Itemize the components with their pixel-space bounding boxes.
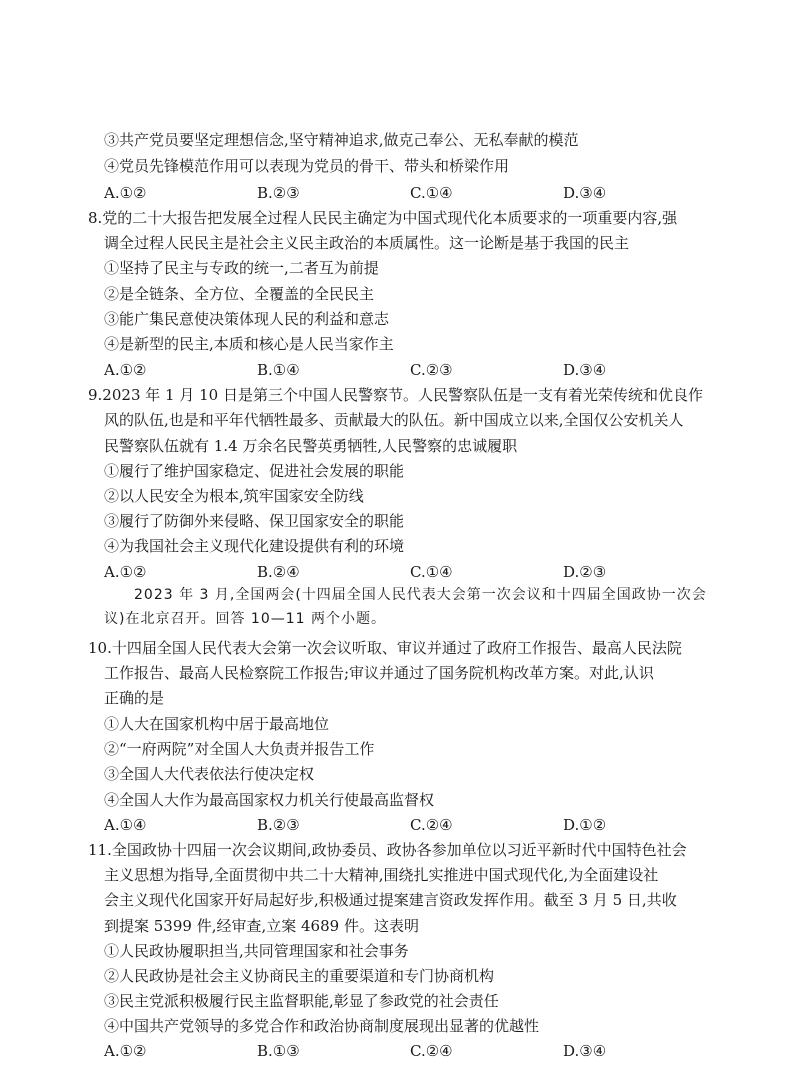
- option-d: D.③④: [563, 184, 607, 202]
- q11-stem-line-3: 会主义现代化国家开好局起好步,积极通过提案建言资政发挥作用。截至 3 月 5 日,共收: [104, 891, 677, 909]
- q9-item-3: ③履行了防御外来侵略、保卫国家安全的职能: [104, 512, 405, 530]
- q10-stem-line-2: 工作报告、最高人民检察院工作报告;审议并通过了国务院机构改革方案。对此,认识: [104, 664, 654, 682]
- q9-item-1: ①履行了维护国家稳定、促进社会发展的职能: [104, 462, 405, 480]
- q9-options: [104, 562, 744, 582]
- option-c: C.②④: [410, 1042, 453, 1060]
- option-c: C.①④: [410, 563, 453, 581]
- q9-stem-line-3: 民警察队伍就有 1.4 万余名民警英勇牺牲,人民警察的忠诚履职: [104, 437, 518, 455]
- option-b: B.①④: [257, 361, 300, 379]
- q9-stem-line-2: 风的队伍,也是和平年代牺牲最多、贡献最大的队伍。新中国成立以来,全国仅公安机关人: [104, 411, 684, 429]
- option-d: D.②③: [563, 563, 607, 581]
- q8-item-2: ②是全链条、全方位、全覆盖的全民民主: [104, 285, 375, 303]
- q10-item-4: ④全国人大作为最高国家权力机关行使最高监督权: [104, 791, 435, 809]
- q8-item-1: ①坚持了民主与专政的统一,二者互为前提: [104, 259, 379, 277]
- option-d: D.③④: [563, 1042, 607, 1060]
- q11-options: [104, 1041, 744, 1061]
- q11-item-4: ④中国共产党领导的多党合作和政治协商制度展现出显著的优越性: [104, 1017, 540, 1035]
- q8-stem-line-1: 8.党的二十大报告把发展全过程人民民主确定为中国式现代化本质要求的一项重要内容,强: [88, 209, 678, 227]
- option-a: A.①④: [104, 816, 147, 834]
- option-a: A.①②: [104, 184, 147, 202]
- q7-options: [104, 183, 744, 203]
- intro-line-2: 议)在北京召开。回答 10—11 两个小题。: [104, 611, 386, 627]
- q11-stem-line-2: 主义思想为指导,全面贯彻中共二十大精神,围绕扎实推进中国式现代化,为全面建设社: [104, 866, 659, 884]
- option-a: A.①②: [104, 361, 147, 379]
- q11-item-1: ①人民政协履职担当,共同管理国家和社会事务: [104, 942, 409, 960]
- q10-options: [104, 815, 744, 835]
- q10-item-2: ②“一府两院”对全国人大负责并报告工作: [104, 740, 375, 758]
- q11-stem-line-1: 11.全国政协十四届一次会议期间,政协委员、政协各参加单位以习近平新时代中国特色社会: [88, 841, 687, 859]
- q11-item-2: ②人民政协是社会主义协商民主的重要渠道和专门协商机构: [104, 967, 495, 985]
- option-a: A.①②: [104, 1042, 147, 1060]
- intro-line-1: 2023 年 3 月,全国两会(十四届全国人民代表大会第一次会议和十四届全国政协一次会: [134, 587, 707, 603]
- q7-item-3: ③共产党员要坚定理想信念,坚守精神追求,做克己奉公、无私奉献的模范: [104, 131, 579, 149]
- q9-item-4: ④为我国社会主义现代化建设提供有利的环境: [104, 537, 405, 555]
- q10-item-1: ①人大在国家机构中居于最高地位: [104, 715, 330, 733]
- q10-stem-line-3: 正确的是: [104, 689, 165, 707]
- q9-item-2: ②以人民安全为根本,筑牢国家安全防线: [104, 487, 364, 505]
- q9-stem-line-1: 9.2023 年 1 月 10 日是第三个中国人民警察节。人民警察队伍是一支有着光荣传统和优良作: [88, 386, 703, 404]
- option-c: C.②③: [410, 361, 453, 379]
- option-b: B.②④: [257, 563, 300, 581]
- q10-stem-line-1: 10.十四届全国人民代表大会第一次会议听取、审议并通过了政府工作报告、最高人民法院: [88, 639, 682, 657]
- option-c: C.②④: [410, 816, 453, 834]
- q10-item-3: ③全国人大代表依法行使决定权: [104, 765, 315, 783]
- option-d: D.①②: [563, 816, 607, 834]
- q7-item-4: ④党员先锋模范作用可以表现为党员的骨干、带头和桥梁作用: [104, 157, 510, 175]
- option-a: A.①②: [104, 563, 147, 581]
- option-c: C.①④: [410, 184, 453, 202]
- option-d: D.③④: [563, 361, 607, 379]
- q11-item-3: ③民主党派积极履行民主监督职能,彰显了参政党的社会责任: [104, 992, 499, 1010]
- option-b: B.②③: [257, 816, 300, 834]
- q11-stem-line-4: 到提案 5399 件,经审查,立案 4689 件。这表明: [104, 917, 419, 935]
- q8-stem-line-2: 调全过程人民民主是社会主义民主政治的本质属性。这一论断是基于我国的民主: [104, 234, 630, 252]
- option-b: B.②③: [257, 184, 300, 202]
- q8-options: [104, 360, 744, 380]
- q8-item-3: ③能广集民意使决策体现人民的利益和意志: [104, 310, 390, 328]
- option-b: B.①③: [257, 1042, 300, 1060]
- q8-item-4: ④是新型的民主,本质和核心是人民当家作主: [104, 335, 394, 353]
